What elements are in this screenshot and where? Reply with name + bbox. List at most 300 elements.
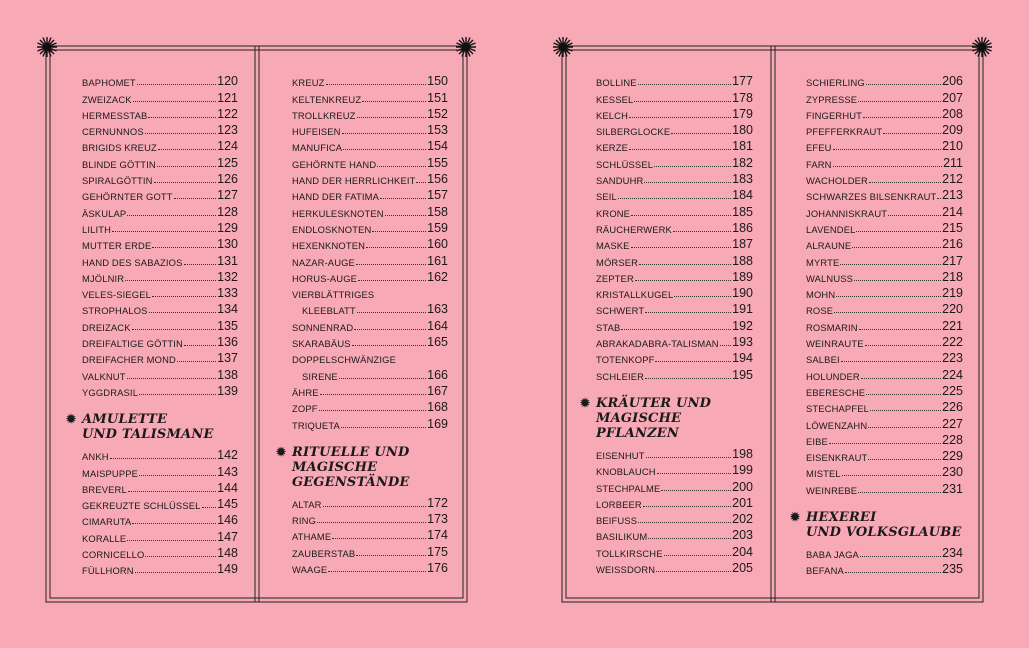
dot-leader [860,556,941,557]
entry-title: HOLUNDER [806,370,860,382]
dot-leader [362,101,426,102]
entry-page-number: 138 [217,367,238,382]
toc-entry[interactable] [596,153,753,169]
entry-page-number: 142 [217,448,238,463]
sunburst-icon: ✹ [276,444,287,459]
entry-title: BOLLINE [596,77,637,89]
toc-entry[interactable] [596,251,753,267]
entry-title: LÖWENZAHN [806,419,868,431]
toc-entry[interactable] [806,137,963,153]
entry-page-number: 200 [732,479,753,494]
entry-page-number: 160 [427,237,448,252]
entry-title: KRONE [596,207,631,219]
toc-entry[interactable] [806,219,963,235]
toc-entry[interactable] [82,560,238,576]
entry-page-number: 235 [942,562,963,577]
entry-page-number: 213 [942,188,963,203]
toc-entry[interactable] [82,544,238,560]
entry-page-number: 190 [732,286,753,301]
entry-page-number: 231 [942,481,963,496]
entry-page-number: 218 [942,269,963,284]
dot-leader [657,473,731,474]
entry-page-number: 181 [732,139,753,154]
toc-entry[interactable] [292,542,448,558]
entry-page-number: 122 [217,106,238,121]
entry-page-number: 216 [942,237,963,252]
toc-entry[interactable] [596,202,753,218]
dot-leader [836,296,941,297]
toc-entry[interactable] [596,333,753,349]
entry-page-number: 224 [942,367,963,382]
corner-ornaments [37,37,992,57]
toc-entry[interactable] [82,137,238,153]
dot-leader [152,247,216,248]
toc-column-1 [66,72,238,577]
entry-title: SALBEI [806,354,840,366]
entry-title: MJÖLNIR [82,272,125,284]
toc-entry[interactable] [292,414,448,430]
dot-leader [833,166,942,167]
dot-leader [128,491,216,492]
entry-page-number: 156 [427,172,448,187]
entry-page-number: 123 [217,123,238,138]
dot-leader [638,522,731,523]
toc-entry[interactable] [292,510,448,526]
dot-leader [332,538,426,539]
entry-page-number: 143 [217,464,238,479]
entry-title: HAND DER FATIMA [292,191,379,203]
toc-entry[interactable] [82,219,238,235]
toc-entry[interactable] [596,284,753,300]
entry-title: ALRAUNE [806,240,852,252]
toc-entry[interactable] [806,365,963,381]
entry-title: VALKNUT [82,370,126,382]
toc-entry[interactable] [292,300,448,316]
toc-entry[interactable] [596,235,753,251]
entry-title: SCHWERT [596,305,645,317]
dot-leader [888,215,941,216]
toc-entry[interactable] [82,495,238,511]
entry-page-number: 172 [427,495,448,510]
toc-entry[interactable] [806,72,963,88]
entry-title: GEHÖRNTE HAND [292,158,377,170]
dot-leader [661,490,731,491]
entry-title: DOPPELSCHWÄNZIGE [292,354,396,366]
entry-title: WALNUSS [806,272,854,284]
dot-leader [631,215,731,216]
toc-entry[interactable] [82,251,238,267]
toc-entry[interactable] [82,349,238,365]
entry-title: WACHOLDER [806,175,868,187]
entry-title: ROSMARIN [806,321,858,333]
toc-column-4 [790,72,963,577]
toc-entry[interactable] [292,349,448,365]
toc-entry[interactable] [806,382,963,398]
entry-title: NAZAR-AUGE [292,256,355,268]
entry-page-number: 177 [732,74,753,89]
dot-leader [646,457,732,458]
toc-entry[interactable] [596,542,753,558]
toc-entry[interactable] [292,333,448,349]
section-heading-line: UND VOLKSGLAUBE [806,524,962,540]
toc-entry[interactable] [82,284,238,300]
dot-leader [157,166,216,167]
toc-entry[interactable] [806,333,963,349]
toc-entry[interactable] [596,349,753,365]
toc-entry[interactable] [82,235,238,251]
dot-leader [139,475,216,476]
entry-page-number: 174 [427,528,448,543]
entry-page-number: 135 [217,318,238,333]
toc-entry[interactable] [596,526,753,542]
entry-title: MISTEL [806,468,841,480]
entry-title: FÜLLHORN [82,565,134,577]
toc-entry[interactable] [292,72,448,88]
toc-entry[interactable] [82,268,238,284]
entry-title: SPIRALGÖTTIN [82,175,153,187]
dot-leader [629,149,731,150]
toc-entry[interactable] [292,284,448,300]
toc-entry[interactable] [806,268,963,284]
toc-entry[interactable] [596,477,753,493]
dot-leader [868,459,941,460]
entry-title: WEINRAUTE [806,338,864,350]
entry-title: DREIFALTIGE GÖTTIN [82,338,183,350]
entry-title: BRIGIDS KREUZ [82,142,157,154]
entry-title: HAND DER HERRLICHKEIT [292,175,416,187]
toc-entry[interactable] [292,88,448,104]
dot-leader [834,312,941,313]
entry-page-number: 193 [732,335,753,350]
dot-leader [352,345,426,346]
toc-entry[interactable] [82,121,238,137]
entry-title: SONNENRAD [292,321,354,333]
toc-entry[interactable] [806,284,963,300]
toc-entry[interactable] [806,349,963,365]
entry-title: STECHAPFEL [806,403,869,415]
entry-page-number: 139 [217,383,238,398]
toc-entry[interactable] [82,479,238,495]
toc-entry[interactable] [292,137,448,153]
entry-title: LILITH [82,223,112,235]
entry-title: HERKULESKNOTEN [292,207,384,219]
entry-title: MUTTER ERDE [82,240,152,252]
toc-entry[interactable] [292,121,448,137]
toc-entry[interactable] [806,316,963,332]
section-heading [580,395,753,441]
entry-title: TOLLKIRSCHE [596,547,663,559]
toc-entry[interactable] [806,251,963,267]
dot-leader [870,410,941,411]
entry-title: ZYPRESSE [806,93,858,105]
toc-entry[interactable] [806,544,963,560]
toc-entry[interactable] [292,186,448,202]
entry-title: KLEEBLATT [302,305,356,317]
entry-title: YGGDRASIL [82,386,139,398]
dot-leader [654,166,731,167]
toc-entry[interactable] [806,170,963,186]
entry-title: BAPHOMET [82,77,136,89]
toc-entry[interactable] [82,88,238,104]
entry-page-number: 162 [427,269,448,284]
entry-title: ABRAKADABRA-TALISMAN [596,338,719,350]
entry-title: TROLLKREUZ [292,109,356,121]
entry-page-number: 221 [942,318,963,333]
toc-entry[interactable] [806,186,963,202]
toc-entry[interactable] [596,510,753,526]
toc-entry[interactable] [596,445,753,461]
section-heading-line: RITUELLE UND [292,444,410,460]
dot-leader [673,231,731,232]
dot-leader [357,117,427,118]
entry-page-number: 203 [732,528,753,543]
toc-entry[interactable] [806,431,963,447]
entry-page-number: 198 [732,446,753,461]
entry-page-number: 147 [217,529,238,544]
toc-entry[interactable] [82,153,238,169]
dot-leader [631,247,732,248]
toc-entry[interactable] [292,382,448,398]
toc-entry[interactable] [82,511,238,527]
entry-page-number: 132 [217,269,238,284]
toc-entry[interactable] [82,462,238,478]
dot-leader [149,312,217,313]
toc-entry[interactable] [806,560,963,576]
toc-entry[interactable] [82,186,238,202]
entry-page-number: 133 [217,286,238,301]
dot-leader [127,540,216,541]
entry-page-number: 215 [942,220,963,235]
dot-leader [184,264,217,265]
dot-leader [638,84,731,85]
entry-page-number: 182 [732,155,753,170]
toc-entry[interactable] [596,494,753,510]
entry-page-number: 136 [217,335,238,350]
entry-title: RING [292,515,317,527]
dot-leader [202,507,217,508]
toc-entry[interactable] [806,153,963,169]
dot-leader [861,378,941,379]
dot-leader [868,427,941,428]
dot-leader [358,280,426,281]
toc-entry[interactable] [806,479,963,495]
entry-page-number: 137 [217,351,238,366]
dot-leader [380,198,426,199]
entry-title: KORALLE [82,532,127,544]
entry-page-number: 201 [732,495,753,510]
toc-entry[interactable] [806,463,963,479]
toc-entry[interactable] [806,235,963,251]
entry-page-number: 185 [732,204,753,219]
dot-leader [643,506,731,507]
toc-entry[interactable] [596,72,753,88]
entry-page-number: 183 [732,172,753,187]
toc-entry[interactable] [806,447,963,463]
entry-page-number: 210 [942,139,963,154]
entry-title: BABA JAGA [806,549,859,561]
dot-leader [883,133,941,134]
entry-title: SEIL [596,191,617,203]
dot-leader [323,506,427,507]
toc-entry[interactable] [596,316,753,332]
entry-page-number: 187 [732,237,753,252]
entry-page-number: 121 [217,90,238,105]
toc-entry[interactable] [596,268,753,284]
entry-page-number: 223 [942,351,963,366]
toc-entry[interactable] [806,300,963,316]
entry-page-number: 150 [427,74,448,89]
toc-entry[interactable] [806,105,963,121]
entry-title: DREIZACK [82,321,131,333]
entry-page-number: 184 [732,188,753,203]
entry-page-number: 125 [217,155,238,170]
entry-title: FARN [806,158,832,170]
entry-title: MOHN [806,289,836,301]
entry-title: STAB [596,321,621,333]
entry-title: MAISPUPPE [82,467,139,479]
dot-leader [343,149,426,150]
toc-entry[interactable] [82,170,238,186]
entry-title: ÄSKULAP [82,207,127,219]
toc-entry[interactable] [82,105,238,121]
dot-leader [829,443,941,444]
entry-title: BREVERL [82,483,127,495]
entry-title: STROPHALOS [82,305,148,317]
entry-title: SCHIERLING [806,77,865,89]
toc-entry[interactable] [292,268,448,284]
sunburst-icon [553,37,573,57]
toc-entry[interactable] [596,186,753,202]
entry-page-number: 144 [217,480,238,495]
toc-entry[interactable] [596,137,753,153]
entry-page-number: 178 [732,90,753,105]
toc-entry[interactable] [596,170,753,186]
entry-page-number: 176 [427,561,448,576]
toc-entry[interactable] [82,446,238,462]
toc-entry[interactable] [806,414,963,430]
toc-entry[interactable] [82,333,238,349]
toc-entry[interactable] [806,88,963,104]
dot-leader [320,394,426,395]
toc-entry[interactable] [292,202,448,218]
entry-title: VELES-SIEGEL [82,289,152,301]
entry-title: RÄUCHERWERK [596,223,672,235]
entry-title: HEXENKNOTEN [292,240,366,252]
dot-leader [674,296,731,297]
toc-entry[interactable] [82,72,238,88]
entry-page-number: 192 [732,318,753,333]
entry-page-number: 152 [427,106,448,121]
dot-leader [154,182,217,183]
entry-page-number: 191 [732,302,753,317]
section-heading [276,444,448,490]
toc-entry[interactable] [596,300,753,316]
entry-page-number: 208 [942,106,963,121]
entry-title: EISENKRAUT [806,452,868,464]
dot-leader [328,571,426,572]
toc-entry[interactable] [596,365,753,381]
entry-page-number: 148 [217,546,238,561]
toc-entry[interactable] [596,559,753,575]
dot-leader [664,555,732,556]
toc-entry[interactable] [806,121,963,137]
entry-page-number: 131 [217,253,238,268]
section-heading-line: HEXEREI [806,509,877,525]
dot-leader [856,231,941,232]
entry-title: VIERBLÄTTRIGES [292,289,375,301]
entry-page-number: 212 [942,172,963,187]
dot-leader [841,361,941,362]
entry-title: ZEPTER [596,272,634,284]
toc-entry[interactable] [292,105,448,121]
entry-title: SIRENE [302,370,338,382]
toc-entry[interactable] [82,202,238,218]
toc-entry[interactable] [806,398,963,414]
entry-title: PFEFFERKRAUT [806,126,883,138]
toc-entry[interactable] [292,398,448,414]
toc-entry[interactable] [292,153,448,169]
toc-entry[interactable] [596,121,753,137]
toc-entry[interactable] [292,316,448,332]
entry-page-number: 211 [943,155,963,170]
toc-entry[interactable] [292,494,448,510]
section-heading-line: KRÄUTER UND [596,395,712,411]
toc-entry[interactable] [596,461,753,477]
toc-entry[interactable] [292,235,448,251]
entry-page-number: 225 [942,383,963,398]
dot-leader [372,231,426,232]
toc-entry[interactable] [292,219,448,235]
toc-entry[interactable] [292,526,448,542]
entry-page-number: 128 [217,204,238,219]
toc-entry[interactable] [596,105,753,121]
dot-leader [859,329,941,330]
toc-entry[interactable] [82,527,238,543]
dot-leader [326,84,427,85]
toc-entry[interactable] [596,88,753,104]
toc-entry[interactable] [806,202,963,218]
entry-title: DREIFACHER MOND [82,354,176,366]
entry-title: ZWEIZACK [82,93,132,105]
entry-title: KELTENKREUZ [292,93,362,105]
entry-title: ANKH [82,451,109,463]
dot-leader [356,555,426,556]
toc-entry[interactable] [292,559,448,575]
entry-page-number: 220 [942,302,963,317]
toc-column-3 [580,72,753,576]
entry-title: ENDLOSKNOTEN [292,223,372,235]
dot-leader [110,458,216,459]
entry-page-number: 179 [732,106,753,121]
toc-entry[interactable] [292,365,448,381]
entry-page-number: 207 [942,90,963,105]
dot-leader [137,84,216,85]
dot-leader [833,149,942,150]
entry-title: SANDUHR [596,175,644,187]
section-heading-line: AMULETTE [82,411,168,427]
dot-leader [132,523,216,524]
toc-entry[interactable] [596,219,753,235]
dot-leader [865,345,942,346]
toc-entry[interactable] [292,251,448,267]
toc-entry[interactable] [82,365,238,381]
entry-page-number: 217 [942,253,963,268]
toc-entry[interactable] [82,382,238,398]
toc-entry[interactable] [292,170,448,186]
toc-entry[interactable] [82,316,238,332]
dot-leader [720,345,731,346]
toc-entry[interactable] [82,300,238,316]
